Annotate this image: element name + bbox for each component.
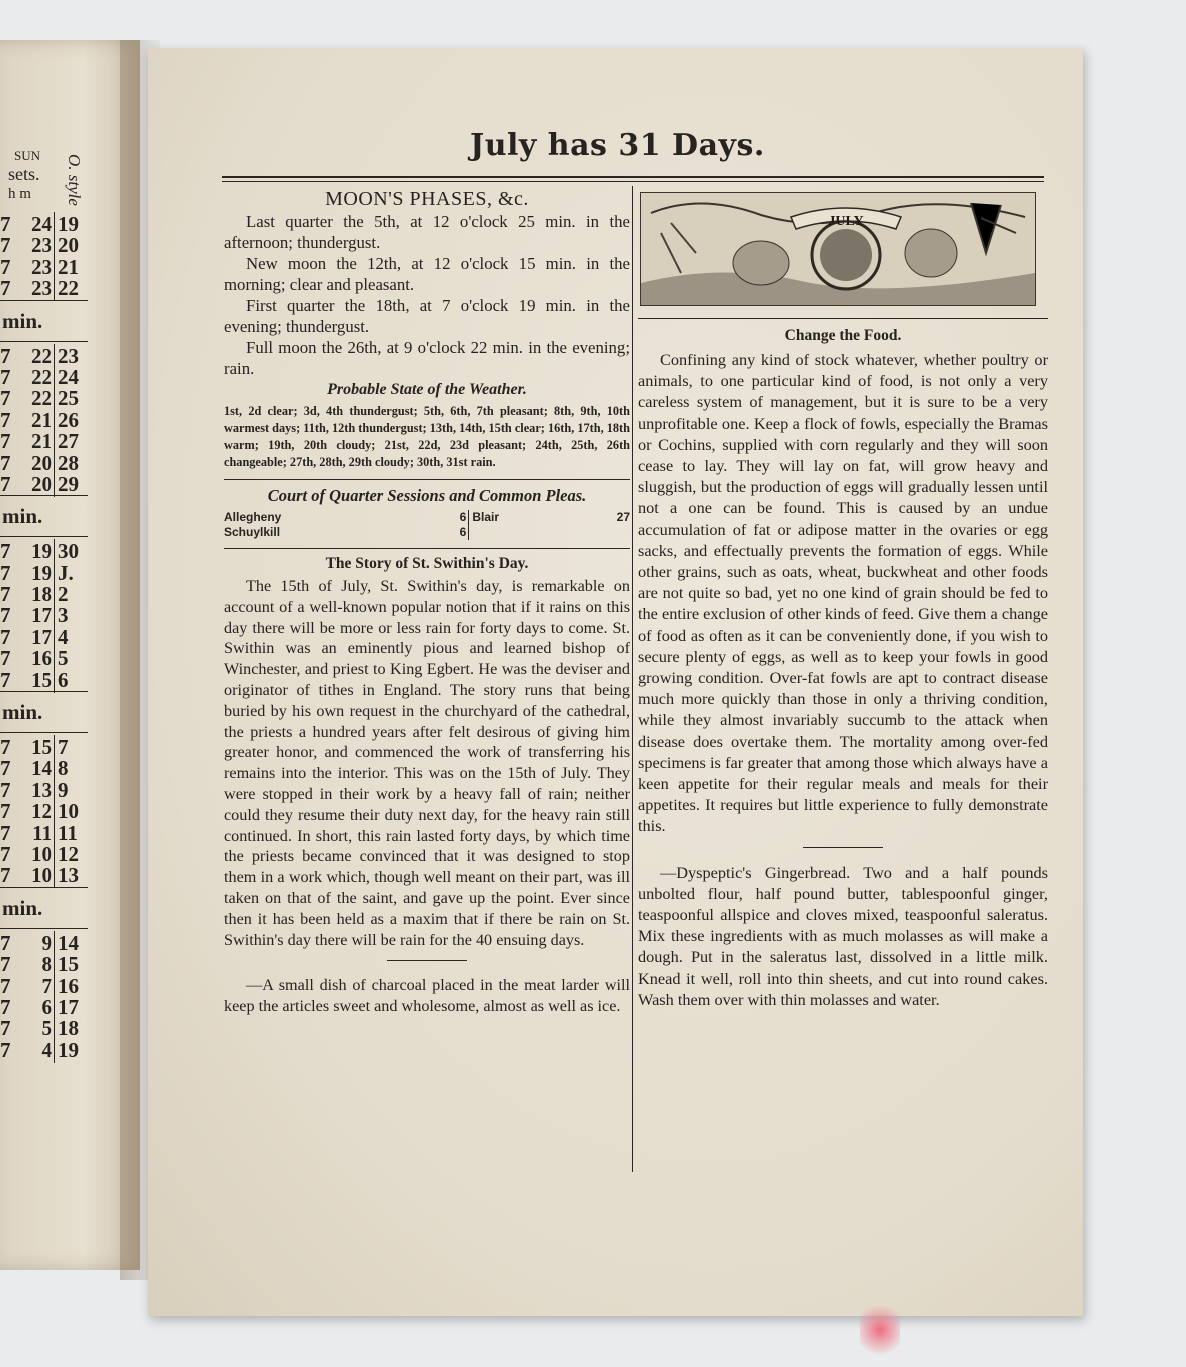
calendar-row (0, 429, 88, 454)
moon-phases-title: MOON'S PHASES, &c. (325, 188, 529, 210)
date-value: 4 (54, 625, 69, 650)
minute-value: 21 (31, 407, 52, 432)
section-rule (224, 479, 630, 480)
date-value: 15 (54, 952, 79, 977)
old-style-label: O. style (65, 154, 84, 206)
calendar-row (0, 254, 88, 279)
calendar-rows (0, 212, 88, 1062)
date-value: 20 (54, 233, 79, 258)
calendar-row (0, 930, 88, 955)
date-value: 27 (54, 429, 79, 454)
hour-value: 7 (0, 450, 11, 475)
min-label: min. (0, 300, 88, 342)
hour-value: 7 (0, 582, 11, 607)
date-value: 30 (54, 539, 79, 564)
minute-value: 20 (31, 471, 52, 496)
date-value: 24 (54, 365, 79, 390)
minute-value: 21 (31, 429, 52, 454)
date-value: 6 (54, 668, 69, 693)
hour-value: 7 (0, 364, 11, 389)
hour-value: 7 (0, 539, 11, 564)
minute-value: 17 (31, 603, 52, 628)
minute-value: 23 (31, 254, 52, 279)
moon-phases-section (224, 188, 630, 379)
court-title: Court of Quarter Sessions and Common Pleas. (267, 486, 587, 505)
left-column (224, 186, 630, 1017)
hour-value: 7 (0, 756, 11, 781)
sun-label: SUN (14, 148, 41, 163)
moon-phase: Last quarter the 5th, at 12 o'clock 25 min. in the afternoon; thundergust. (224, 212, 630, 252)
date-value: 19 (54, 212, 79, 237)
hour-value: 7 (0, 1037, 11, 1062)
calendar-row (0, 756, 88, 781)
date-value: 17 (54, 995, 79, 1020)
hm-label: h m (8, 186, 31, 202)
date-value: 11 (54, 821, 78, 846)
minute-value: 23 (31, 276, 52, 301)
min-label: min. (0, 495, 88, 537)
date-value: 29 (54, 472, 79, 497)
date-value: 25 (54, 386, 79, 411)
court-day: 6 (436, 510, 469, 525)
moon-phase: New moon the 12th, at 12 o'clock 15 min. in the morning; clear and pleasant. (224, 254, 630, 294)
sets-label: sets. (8, 164, 40, 184)
court-county: Schuylkill (224, 525, 281, 539)
date-value: 8 (54, 756, 69, 781)
minute-value: 22 (31, 364, 52, 389)
hour-value: 7 (0, 429, 11, 454)
calendar-row (0, 343, 88, 368)
weather-text: 1st, 2d clear; 3d, 4th thundergust; 5th, 6th, 7th pleasant; 8th, 9th, 10th warmest days; 11th, 12th thundergust; 13th, 14th, 15th clear; 16th, 17th, 18th warm; 19th, 20th cloudy; 21st, 22d, 23d pleasant; 24th, 25th, 26th changeable; 27th, 28th, 29th cloudy; 30th, 31st rain. (224, 404, 630, 469)
calendar-row (0, 582, 88, 607)
minute-value: 19 (31, 539, 52, 564)
date-value: 23 (54, 344, 79, 369)
min-label: min. (0, 691, 88, 733)
july-illustration (640, 192, 1036, 306)
page-title: July has 31 Days. (470, 128, 765, 163)
calendar-row (0, 560, 88, 585)
court-day: 6 (436, 525, 469, 540)
calendar-row (0, 777, 88, 802)
minute-value: 14 (31, 756, 52, 781)
calendar-row (0, 276, 88, 301)
minute-value: 20 (31, 450, 52, 475)
calendar-row (0, 471, 88, 496)
calendar-row (0, 735, 88, 760)
calendar-row (0, 212, 88, 236)
minute-value: 22 (31, 343, 52, 368)
calendar-row (0, 603, 88, 628)
calendar-row (0, 1037, 88, 1062)
moon-phase: Full moon the 26th, at 9 o'clock 22 min. in the evening; rain. (224, 338, 630, 378)
date-value: 9 (54, 778, 69, 803)
hour-value: 7 (0, 863, 11, 888)
swithin-title: The Story of St. Swithin's Day. (325, 555, 529, 572)
minute-value: 16 (31, 646, 52, 671)
minute-value: 19 (31, 560, 52, 585)
date-value: 21 (54, 255, 79, 280)
gingerbread-recipe: —Dyspeptic's Gingerbread. Two and a half pounds unbolted flour, half pound butter, tablespoonful ginger, teaspoonful allspice and cloves mixed, teaspoonful saleratus. Mix these ingredients with as much molasses as will make a dough. Put in the saleratus last, dissolved in a little milk. Knead it well, roll into thin sheets, and cut into round cakes. Wash them over with thin molasses and water. (638, 862, 1048, 1009)
calendar-row (0, 386, 88, 411)
header-rule-thin (222, 181, 1044, 182)
hour-value: 7 (0, 624, 11, 649)
hour-value: 7 (0, 973, 11, 998)
minute-value: 5 (41, 1016, 52, 1041)
date-value: 3 (54, 603, 69, 628)
calendar-row (0, 841, 88, 866)
date-value: 13 (54, 863, 79, 888)
hour-value: 7 (0, 777, 11, 802)
calendar-row (0, 1016, 88, 1041)
date-value: 18 (54, 1016, 79, 1041)
calendar-row (0, 407, 88, 432)
hour-value: 7 (0, 254, 11, 279)
date-value: 5 (54, 646, 69, 671)
hour-value: 7 (0, 994, 11, 1019)
minute-value: 24 (31, 212, 52, 236)
minute-value: 4 (41, 1037, 52, 1062)
date-value: 19 (54, 1038, 79, 1063)
hour-value: 7 (0, 841, 11, 866)
short-rule (803, 847, 883, 848)
illustration-rule (638, 318, 1048, 319)
column-divider (632, 186, 633, 1172)
hour-value: 7 (0, 471, 11, 496)
date-value: 12 (54, 842, 79, 867)
header-rule (222, 176, 1044, 178)
date-value: 16 (54, 974, 79, 999)
minute-value: 23 (31, 233, 52, 258)
calendar-row (0, 646, 88, 671)
calendar-row (0, 539, 88, 564)
court-row (224, 525, 630, 540)
hour-value: 7 (0, 799, 11, 824)
calendar-row (0, 863, 88, 888)
right-column (638, 186, 1048, 1010)
calendar-row (0, 799, 88, 824)
min-label: min. (0, 887, 88, 929)
court-county: Blair (472, 510, 499, 524)
illustration-art (641, 193, 1035, 305)
date-value: 26 (54, 408, 79, 433)
food-text: Confining any kind of stock whatever, whether poultry or animals, to one particular kind of food, is not only a very careless system of management, but it is sure to be a very unprofitable one. Keep a flock of fowls, especially the Bramas or Cochins, supplied with corn regularly and they will soon cease to lay. They will lay on fat, will grow heavy and sluggish, but the production of eggs will gradually lessen until not a one can be found. This is caused by an undue accumulation of fat or adipose matter in the ovaries or egg sacks, and effectually prevents the formation of eggs. While other grains, such as oats, wheat, buckwheat and other foods are not quite so bad, yet no one kind of grain should be fed to the entire exclusion of other kinds of feed. Give them a change of food as often as it can be conveniently done, if you wish to secure plenty of eggs, as well as to keep your fowls in good growing condition. Over-fat fowls are apt to contract disease much more quickly than those in only a thriving condition, while they almost invariably succumb to the attack when disease does overtake them. The mortality among over-fed specimens is far greater that among those which always have a keen appetite for their regular meals and meals for their appetites. It requires but little experience to fully demonstrate this. (638, 350, 1048, 836)
minute-value: 22 (31, 386, 52, 411)
date-value: 28 (54, 451, 79, 476)
food-title: Change the Food. (784, 327, 902, 344)
date-value: 22 (54, 276, 79, 301)
hour-value: 7 (0, 1016, 11, 1041)
minute-value: 8 (41, 952, 52, 977)
hour-value: 7 (0, 343, 11, 368)
hour-value: 7 (0, 646, 11, 671)
hour-value: 7 (0, 603, 11, 628)
calendar-header (0, 140, 88, 220)
hour-value: 7 (0, 560, 11, 585)
short-rule (387, 960, 467, 961)
court-table (224, 510, 630, 540)
minute-value: 15 (31, 667, 52, 692)
hour-value: 7 (0, 212, 11, 236)
court-county (469, 525, 581, 540)
minute-value: 17 (31, 624, 52, 649)
hour-value: 7 (0, 952, 11, 977)
hour-value: 7 (0, 276, 11, 301)
section-rule (224, 548, 630, 549)
minute-value: 15 (31, 735, 52, 760)
calendar-row (0, 450, 88, 475)
court-day: 27 (616, 510, 630, 524)
calendar-row (0, 994, 88, 1019)
hour-value: 7 (0, 735, 11, 760)
hour-value: 7 (0, 667, 11, 692)
date-value: 14 (54, 931, 79, 956)
date-value: 2 (54, 582, 69, 607)
minute-value: 12 (31, 799, 52, 824)
illustration-label: JULY (828, 214, 864, 229)
court-row (224, 510, 630, 525)
calendar-row (0, 952, 88, 977)
calendar-row (0, 233, 88, 258)
charcoal-note: —A small dish of charcoal placed in the meat larder will keep the articles sweet and wholesome, almost as well as ice. (224, 976, 630, 1016)
calendar-row (0, 667, 88, 692)
date-value: 7 (54, 735, 69, 760)
weather-title: Probable State of the Weather. (327, 381, 527, 398)
minute-value: 9 (41, 930, 52, 955)
minute-value: 11 (32, 820, 52, 845)
hour-value: 7 (0, 407, 11, 432)
red-thread (860, 1300, 900, 1360)
date-value: J. (54, 561, 74, 586)
date-value: 10 (54, 799, 79, 824)
hour-value: 7 (0, 930, 11, 955)
hour-value: 7 (0, 233, 11, 258)
calendar-row (0, 624, 88, 649)
court-county: Allegheny (224, 510, 282, 524)
minute-value: 10 (31, 863, 52, 888)
minute-value: 10 (31, 841, 52, 866)
hour-value: 7 (0, 386, 11, 411)
court-day (581, 525, 630, 540)
minute-value: 18 (31, 582, 52, 607)
moon-phase: First quarter the 18th, at 7 o'clock 19 min. in the evening; thundergust. (224, 296, 630, 336)
swithin-text: The 15th of July, St. Swithin's day, is remarkable on account of a well-known popular notion that if it rains on this day there will be more or less rain for forty days to come. St. Swithin was an eminently pious and learned bishop of Winchester, and priest to King Egbert. He was the deviser and originator of tithes in England. The story runs that being buried by his own request in the churchyard of the cathedral, the priests a hundred years after felt desirous of giving him greater honor, and commenced the work of transferring his remains into the interior. This was on the 15th of July. They were stopped in their work by a heavy fall of rain; neither could they resume their duty next day, for the heavy rain still continued. In short, this rain lasted forty days, by which time the priests became convinced that it was designed to stop them in a work which, though well meant on their part, was ill taken on that of the saint, and gave up the point. Ever since then it has been held as a maxim that if there be rain on St. Swithin's day there will be rain for the 40 ensuing days. (224, 577, 630, 949)
hour-value: 7 (0, 820, 11, 845)
minute-value: 7 (41, 973, 52, 998)
minute-value: 13 (31, 777, 52, 802)
calendar-row (0, 820, 88, 845)
calendar-row (0, 973, 88, 998)
calendar-row (0, 364, 88, 389)
minute-value: 6 (41, 994, 52, 1019)
